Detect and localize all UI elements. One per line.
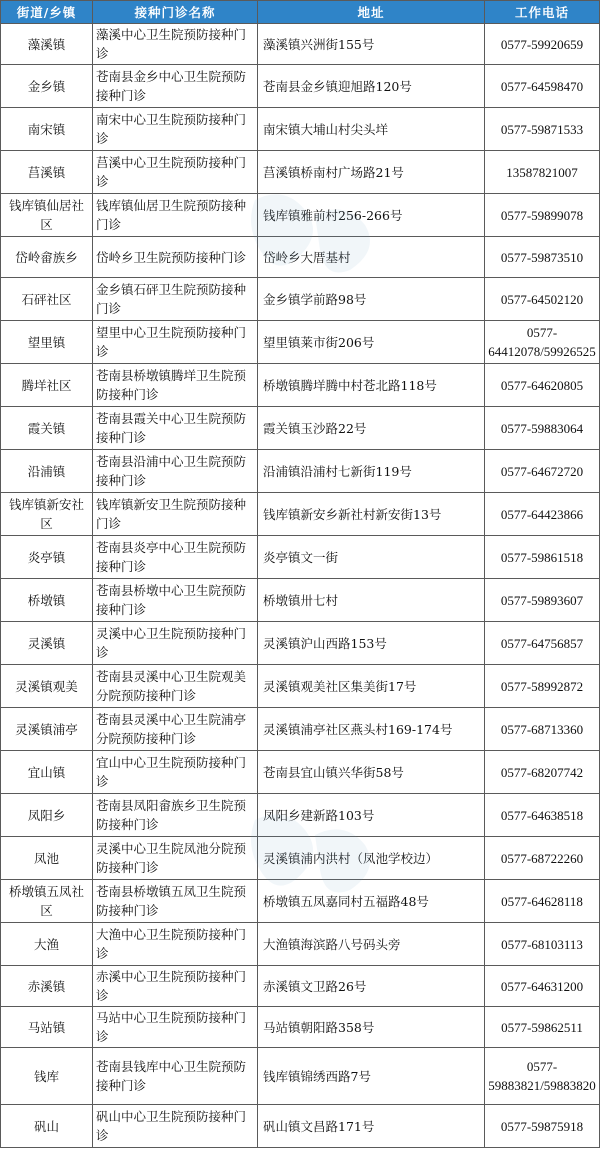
cell-address: 钱库镇锦绣西路7号 — [258, 1048, 485, 1105]
cell-street: 霞关镇 — [1, 407, 93, 450]
cell-phone: 0577-59875918 — [485, 1105, 600, 1148]
cell-address: 钱库镇雅前村256-266号 — [258, 194, 485, 237]
cell-phone: 0577-59861518 — [485, 536, 600, 579]
table-row — [1, 321, 600, 364]
cell-street: 石砰社区 — [1, 278, 93, 321]
cell-phone: 0577-68722260 — [485, 837, 600, 880]
cell-address: 苍南县金乡镇迎旭路120号 — [258, 65, 485, 108]
cell-clinic: 苍南县沿浦中心卫生院预防接种门诊 — [93, 450, 258, 493]
cell-phone: 0577-68103113 — [485, 923, 600, 966]
cell-street: 灵溪镇观美 — [1, 665, 93, 708]
cell-address: 马站镇朝阳路358号 — [258, 1007, 485, 1048]
cell-address: 沿浦镇沿浦村七新街119号 — [258, 450, 485, 493]
cell-street: 岱岭畲族乡 — [1, 237, 93, 278]
header-clinic: 接种门诊名称 — [93, 1, 258, 24]
cell-phone: 0577-68207742 — [485, 751, 600, 794]
cell-phone: 0577-64672720 — [485, 450, 600, 493]
cell-address: 灵溪镇浦内洪村（凤池学校边） — [258, 837, 485, 880]
table-row — [1, 65, 600, 108]
cell-phone: 0577-64638518 — [485, 794, 600, 837]
table-row — [1, 108, 600, 151]
cell-street: 赤溪镇 — [1, 966, 93, 1007]
cell-street: 金乡镇 — [1, 65, 93, 108]
cell-phone: 0577-64423866 — [485, 493, 600, 536]
cell-street: 钱库镇新安社区 — [1, 493, 93, 536]
cell-street: 藻溪镇 — [1, 24, 93, 65]
cell-address: 南宋镇大埔山村尖头垟 — [258, 108, 485, 151]
cell-clinic: 金乡镇石砰卫生院预防接种门诊 — [93, 278, 258, 321]
cell-clinic: 苍南县灵溪中心卫生院浦亭分院预防接种门诊 — [93, 708, 258, 751]
table-body — [1, 24, 600, 1148]
cell-address: 桥墩镇腾垟腾中村苍北路118号 — [258, 364, 485, 407]
cell-street: 灵溪镇浦亭 — [1, 708, 93, 751]
header-row — [1, 1, 600, 24]
cell-phone: 0577-59871533 — [485, 108, 600, 151]
table-row — [1, 24, 600, 65]
cell-phone: 0577-68713360 — [485, 708, 600, 751]
cell-clinic: 赤溪中心卫生院预防接种门诊 — [93, 966, 258, 1007]
cell-address: 望里镇莱市街206号 — [258, 321, 485, 364]
cell-phone: 0577-59873510 — [485, 237, 600, 278]
table-row — [1, 493, 600, 536]
cell-phone: 0577-59893607 — [485, 579, 600, 622]
table-row — [1, 151, 600, 194]
cell-phone: 0577-59883064 — [485, 407, 600, 450]
table-row — [1, 1048, 600, 1105]
cell-phone: 0577-59920659 — [485, 24, 600, 65]
cell-clinic: 苍南县灵溪中心卫生院观美分院预防接种门诊 — [93, 665, 258, 708]
cell-street: 桥墩镇 — [1, 579, 93, 622]
table-row — [1, 966, 600, 1007]
cell-clinic: 苍南县桥墩镇腾垟卫生院预防接种门诊 — [93, 364, 258, 407]
cell-clinic: 灵溪中心卫生院预防接种门诊 — [93, 622, 258, 665]
cell-street: 钱库镇仙居社区 — [1, 194, 93, 237]
header-phone: 工作电话 — [485, 1, 600, 24]
table-row — [1, 923, 600, 966]
table-row — [1, 837, 600, 880]
cell-address: 金乡镇学前路98号 — [258, 278, 485, 321]
cell-phone: 0577-64628118 — [485, 880, 600, 923]
cell-clinic: 望里中心卫生院预防接种门诊 — [93, 321, 258, 364]
cell-phone: 0577-64412078/59926525 — [485, 321, 600, 364]
cell-street: 桥墩镇五凤社区 — [1, 880, 93, 923]
cell-clinic: 宜山中心卫生院预防接种门诊 — [93, 751, 258, 794]
cell-street: 沿浦镇 — [1, 450, 93, 493]
cell-phone: 0577-64598470 — [485, 65, 600, 108]
cell-address: 莒溪镇桥南村广场路21号 — [258, 151, 485, 194]
cell-clinic: 苍南县桥墩镇五凤卫生院预防接种门诊 — [93, 880, 258, 923]
cell-clinic: 钱库镇新安卫生院预防接种门诊 — [93, 493, 258, 536]
cell-address: 藻溪镇兴洲街155号 — [258, 24, 485, 65]
cell-clinic: 南宋中心卫生院预防接种门诊 — [93, 108, 258, 151]
cell-clinic: 藻溪中心卫生院预防接种门诊 — [93, 24, 258, 65]
cell-street: 宜山镇 — [1, 751, 93, 794]
table-header — [1, 1, 600, 24]
cell-street: 大渔 — [1, 923, 93, 966]
cell-clinic: 苍南县凤阳畲族乡卫生院预防接种门诊 — [93, 794, 258, 837]
cell-clinic: 灵溪中心卫生院凤池分院预防接种门诊 — [93, 837, 258, 880]
table-row — [1, 364, 600, 407]
cell-street: 腾垟社区 — [1, 364, 93, 407]
cell-phone: 0577-59899078 — [485, 194, 600, 237]
cell-address: 岱岭乡大厝基村 — [258, 237, 485, 278]
cell-address: 桥墩镇卅七村 — [258, 579, 485, 622]
table-row — [1, 194, 600, 237]
table-row — [1, 1007, 600, 1048]
cell-clinic: 苍南县霞关中心卫生院预防接种门诊 — [93, 407, 258, 450]
table-row — [1, 622, 600, 665]
cell-address: 赤溪镇文卫路26号 — [258, 966, 485, 1007]
cell-clinic: 矾山中心卫生院预防接种门诊 — [93, 1105, 258, 1148]
table-row — [1, 880, 600, 923]
cell-street: 望里镇 — [1, 321, 93, 364]
cell-address: 大渔镇海滨路八号码头旁 — [258, 923, 485, 966]
cell-clinic: 苍南县金乡中心卫生院预防接种门诊 — [93, 65, 258, 108]
cell-phone: 0577-59862511 — [485, 1007, 600, 1048]
cell-clinic: 大渔中心卫生院预防接种门诊 — [93, 923, 258, 966]
cell-phone: 0577-58992872 — [485, 665, 600, 708]
cell-address: 桥墩镇五凤嘉同村五福路48号 — [258, 880, 485, 923]
cell-clinic: 苍南县钱库中心卫生院预防接种门诊 — [93, 1048, 258, 1105]
cell-address: 钱库镇新安乡新社村新安街13号 — [258, 493, 485, 536]
table-row — [1, 407, 600, 450]
cell-address: 灵溪镇浦亭社区燕头村169-174号 — [258, 708, 485, 751]
table-row — [1, 708, 600, 751]
table-row — [1, 450, 600, 493]
cell-address: 灵溪镇沪山西路153号 — [258, 622, 485, 665]
cell-phone: 0577-64620805 — [485, 364, 600, 407]
cell-street: 凤阳乡 — [1, 794, 93, 837]
cell-clinic: 苍南县桥墩中心卫生院预防接种门诊 — [93, 579, 258, 622]
cell-street: 南宋镇 — [1, 108, 93, 151]
cell-street: 莒溪镇 — [1, 151, 93, 194]
cell-street: 钱库 — [1, 1048, 93, 1105]
cell-address: 灵溪镇观美社区集美街17号 — [258, 665, 485, 708]
cell-clinic: 苍南县炎亭中心卫生院预防接种门诊 — [93, 536, 258, 579]
cell-phone: 0577-64631200 — [485, 966, 600, 1007]
cell-address: 炎亭镇文一街 — [258, 536, 485, 579]
table-row — [1, 794, 600, 837]
cell-clinic: 马站中心卫生院预防接种门诊 — [93, 1007, 258, 1048]
header-street: 街道/乡镇 — [1, 1, 93, 24]
cell-phone: 0577-64502120 — [485, 278, 600, 321]
cell-phone: 13587821007 — [485, 151, 600, 194]
cell-clinic: 岱岭乡卫生院预防接种门诊 — [93, 237, 258, 278]
cell-street: 马站镇 — [1, 1007, 93, 1048]
table-row — [1, 536, 600, 579]
cell-clinic: 莒溪中心卫生院预防接种门诊 — [93, 151, 258, 194]
cell-address: 霞关镇玉沙路22号 — [258, 407, 485, 450]
table-row — [1, 579, 600, 622]
cell-street: 炎亭镇 — [1, 536, 93, 579]
cell-address: 凤阳乡建新路103号 — [258, 794, 485, 837]
cell-phone: 0577-59883821/59883820 — [485, 1048, 600, 1105]
table-row — [1, 751, 600, 794]
table-row — [1, 1105, 600, 1148]
cell-address: 矾山镇文昌路171号 — [258, 1105, 485, 1148]
table-row — [1, 665, 600, 708]
header-address: 地址 — [258, 1, 485, 24]
table-row — [1, 278, 600, 321]
cell-street: 矾山 — [1, 1105, 93, 1148]
table-row — [1, 237, 600, 278]
cell-clinic: 钱库镇仙居卫生院预防接种门诊 — [93, 194, 258, 237]
cell-street: 灵溪镇 — [1, 622, 93, 665]
cell-phone: 0577-64756857 — [485, 622, 600, 665]
cell-address: 苍南县宜山镇兴华街58号 — [258, 751, 485, 794]
cell-street: 凤池 — [1, 837, 93, 880]
